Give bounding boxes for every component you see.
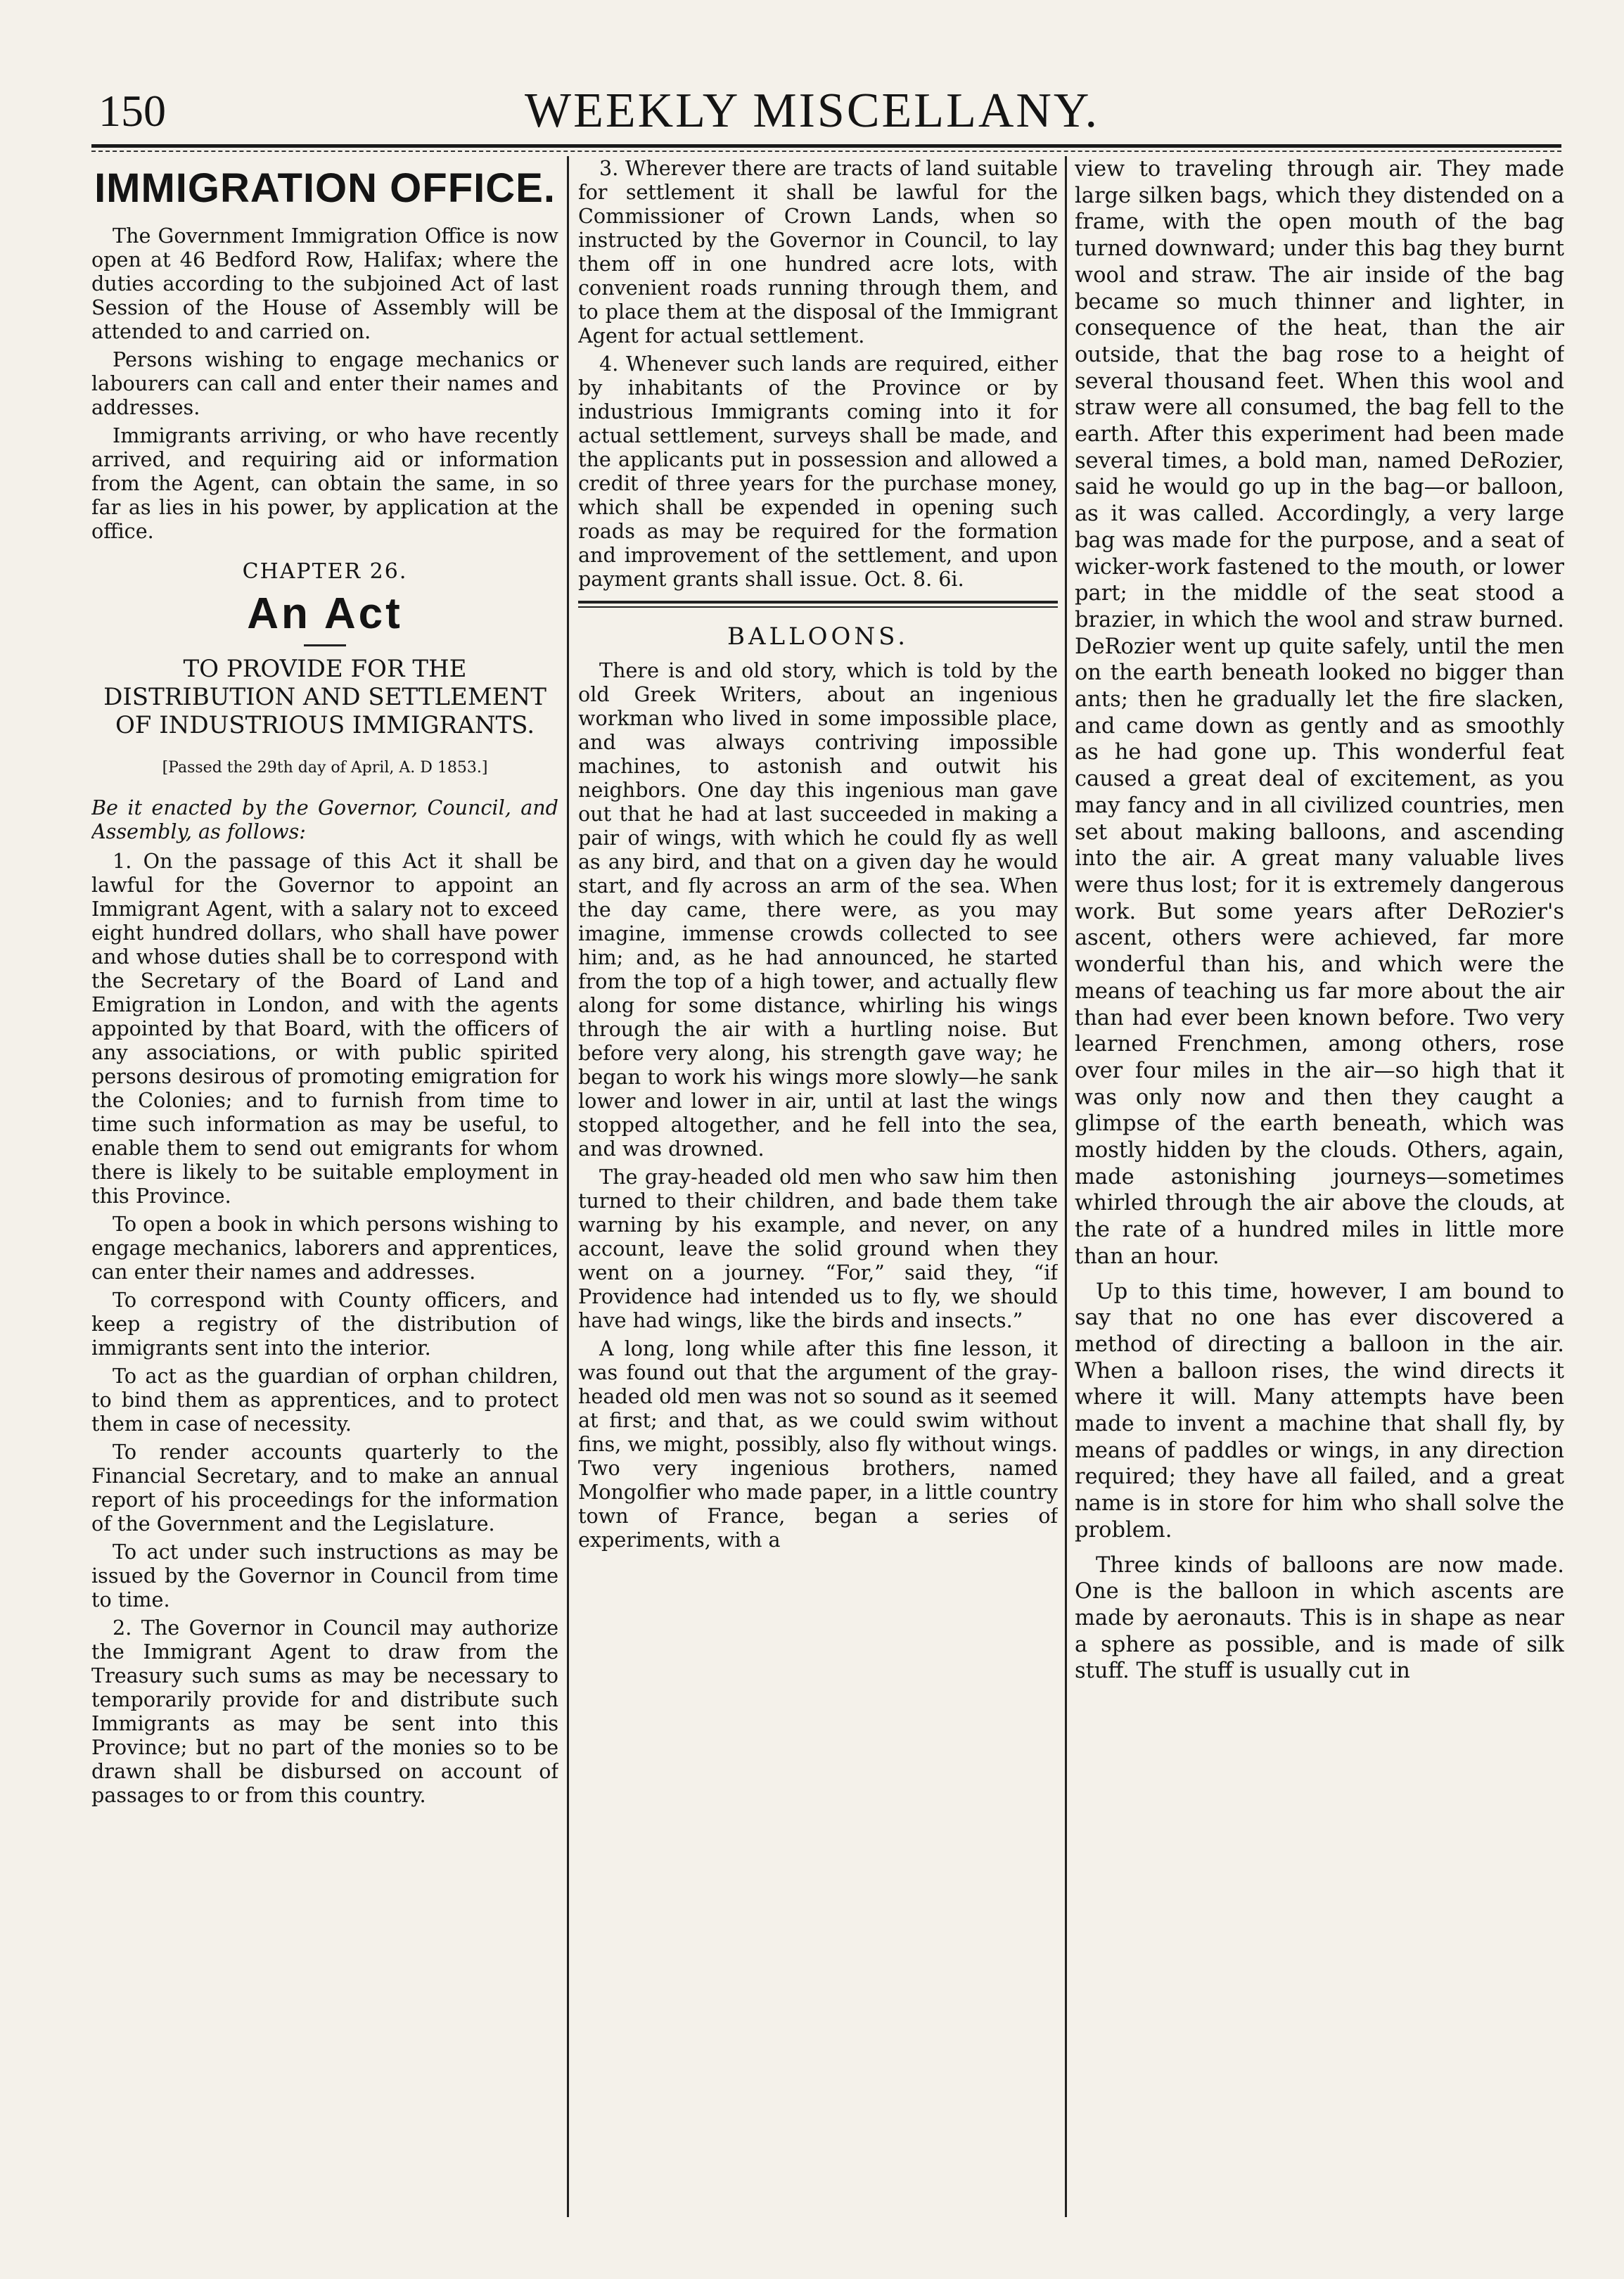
act-section: 2. The Governor in Council may authorize the Immigrant Agent to draw from the Treasury such sums as may be necessary to temporarily provide for and distribute such Immigrants as may be sent into this Province; but no part of the monies so to be drawn shall be disbursed on account of passages to or from this country. bbox=[91, 1616, 558, 1807]
article-paragraph: The gray-headed old men who saw him then turned to their children, and bade them take warning by his example, and never, on any account, leave the solid ground when they went on a journey. “For,” said they, “if Providence had intended us to fly, we should have had wings, like the birds and insects.” bbox=[578, 1165, 1058, 1332]
notice-paragraph: Persons wishing to engage mechanics or labourers can call and enter their names and addresses. bbox=[91, 347, 558, 419]
enactment-clause: Be it enacted by the Governor, Council, and Assembly, as follows: bbox=[91, 796, 558, 843]
masthead-title: WEEKLY MISCELLANY. bbox=[525, 84, 1099, 138]
notice-paragraph: The Government Immigration Office is now open at 46 Bedford Row, Halifax; where the duties according to the subjoined Act of last Session of the House of Assembly will be attended to and carried on. bbox=[91, 224, 558, 343]
act-title: An Act bbox=[247, 589, 403, 638]
immigration-office-headline: IMMIGRATION OFFICE. bbox=[94, 165, 556, 211]
article-paragraph: view to traveling through air. They made large silken bags, which they distended on a frame, with the open mouth of the bag turned downward; under this bag they burnt wool and straw. The air inside of the bag became so much thinner and lighter, in consequence of the heat, than the air outside, that the bag rose to a height of several thousand feet. When this wool and straw were all consumed, the bag fell to the earth. After this experiment had been made several times, a bold man, named DeRozier, said he would go up in the bag—or balloon, as it was called. Accordingly, a very large bag was made for the purpose, and a seat of wicker-work fastened to the mouth, or lower part; in the middle of the seat stood a brazier, in which the wool and straw burned. DeRozier went up quite safely, until the men on the earth beneath looked no bigger than ants; then he gradually let the fire slacken, and came down as gently and as smoothly as he had gone up. This wonderful feat caused a great deal of excitement, as you may fancy and in all civilized countries, men set about making balloons, and ascending into the air. A great many valuable lives were thus lost; for it is extremely dangerous work. But some years after DeRozier's ascent, others were achieved, far more wonderful than his, and which were the means of teaching us far more about the air than had ever been known before. Two very learned Frenchmen, among others, rose over four miles in the air—so high that it was only now and then they caught a glimpse of the earth beneath, which was mostly hidden by the clouds. Others, again, made astonishing journeys—sometimes whirled through the air above the clouds, at the rate of a hundred miles in little more than an hour. bbox=[1075, 157, 1564, 1269]
article-paragraph: Up to this time, however, I am bound to say that no one has ever discovered a method of directing a balloon in the air. When a balloon rises, the wind directs it where it will. Many attempts have been made to invent a machine that shall fly, by means of paddles or wings, in any direction required; they have all failed, and a great name is in store for him who shall solve the problem. bbox=[1075, 1279, 1564, 1543]
act-section: To render accounts quarterly to the Financial Secretary, and to make an annual report of his proceedings for the information of the Government and the Legislature. bbox=[91, 1440, 558, 1536]
act-subtitle: TO PROVIDE FOR THE DISTRIBUTION AND SETTLEMENT OF INDUSTRIOUS IMMIGRANTS. bbox=[103, 655, 546, 739]
act-section: To act as the guardian of orphan children, to bind them as apprentices, and to protect them in case of necessity. bbox=[91, 1364, 558, 1436]
act-section: 1. On the passage of this Act it shall be lawful for the Governor to appoint an Immigrant Agent, with a salary not to exceed eight hundred dollars, who shall have power and whose duties shall be to correspond with the Secretary of the Board of Land and Emigration in London, and with the agents appointed by that Board, with the officers of any associations, or with public spirited persons desirous of promoting emigration for the Colonies; and to furnish from time to time such information as may be useful, to enable them to send out emigrants for whom there is likely to be suitable employment in this Province. bbox=[91, 849, 558, 1208]
chapter-label: CHAPTER 26. bbox=[242, 559, 408, 584]
article-paragraph: There is and old story, which is told by the old Greek Writers, about an ingenious workman who lived in some impossible place, and was always contriving impossible machines, to astonish and outwit his neighbors. One day this ingenious man gave out that he had at last succeeded in making a pair of wings, with which he could fly as well as any bird, and that on a given day he would start, and fly across an arm of the sea. When the day came, there were, as you may imagine, immense crowds collected to see him; and, as he had announced, he started from the top of a high tower, and actually flew along for some distance, whirling his wings through the air with a hurtling noise. But before very along, his strength gave way; he began to work his wings more slowly—he sank lower and lower in air, until at last the wings stopped altogether, and he fell into the sea, and was drowned. bbox=[578, 658, 1058, 1161]
article-paragraph: A long, long while after this fine lesson, it was found out that the argument of the gray-headed old men was not so sound as it seemed at first; and that, as we could swim without fins, we might, possibly, also fly without wings. Two very ingenious brothers, named Mongolfier who made paper, in a little country town of France, began a series of experiments, with a bbox=[578, 1336, 1058, 1552]
title-ornament-rule bbox=[304, 644, 346, 646]
column-3 bbox=[1075, 156, 1564, 2217]
balloons-heading: BALLOONS. bbox=[727, 623, 909, 651]
column-divider-2 bbox=[1065, 156, 1067, 2217]
article-separator-rule bbox=[578, 601, 1058, 608]
column-1 bbox=[91, 156, 558, 2217]
notice-paragraph: Immigrants arriving, or who have recently arrived, and requiring aid or information from the Agent, can obtain the same, in so far as lies in his power, by application at the office. bbox=[91, 423, 558, 543]
act-section: 4. Whenever such lands are required, either by inhabitants of the Province or by industrious Immigrants coming into it for actual settlement, surveys shall be made, and the applicants put in possession and allowed a credit of three years for the purchase money, which shall be expended in opening such roads as may be required for the formation and improvement of the settlement, and upon payment grants shall issue. Oct. 8. 6i. bbox=[578, 352, 1058, 591]
column-2 bbox=[578, 156, 1058, 2217]
header-rule-dashed bbox=[91, 151, 1561, 152]
article-paragraph: Three kinds of balloons are now made. One is the balloon in which ascents are made by aeronauts. This is in shape as near a sphere as possible, and is made of silk stuff. The stuff is usually cut in bbox=[1075, 1552, 1564, 1684]
column-divider-1 bbox=[567, 156, 569, 2217]
act-section: To open a book in which persons wishing to engage mechanics, laborers and apprentices, can enter their names and addresses. bbox=[91, 1212, 558, 1284]
passed-date: [Passed the 29th day of April, A. D 1853.] bbox=[162, 759, 488, 777]
act-section: To act under such instructions as may be issued by the Governor in Council from time to time. bbox=[91, 1540, 558, 1611]
header-rule bbox=[91, 144, 1561, 148]
page-number: 150 bbox=[98, 86, 166, 136]
act-section: To correspond with County officers, and keep a registry of the distribution of immigrants sent into the interior. bbox=[91, 1288, 558, 1360]
act-section: 3. Wherever there are tracts of land suitable for settlement it shall be lawful for the Commissioner of Crown Lands, when so instructed by the Governor in Council, to lay them off in one hundred acre lots, with convenient roads running through them, and to place them at the disposal of the Immigrant Agent for actual settlement. bbox=[578, 156, 1058, 347]
